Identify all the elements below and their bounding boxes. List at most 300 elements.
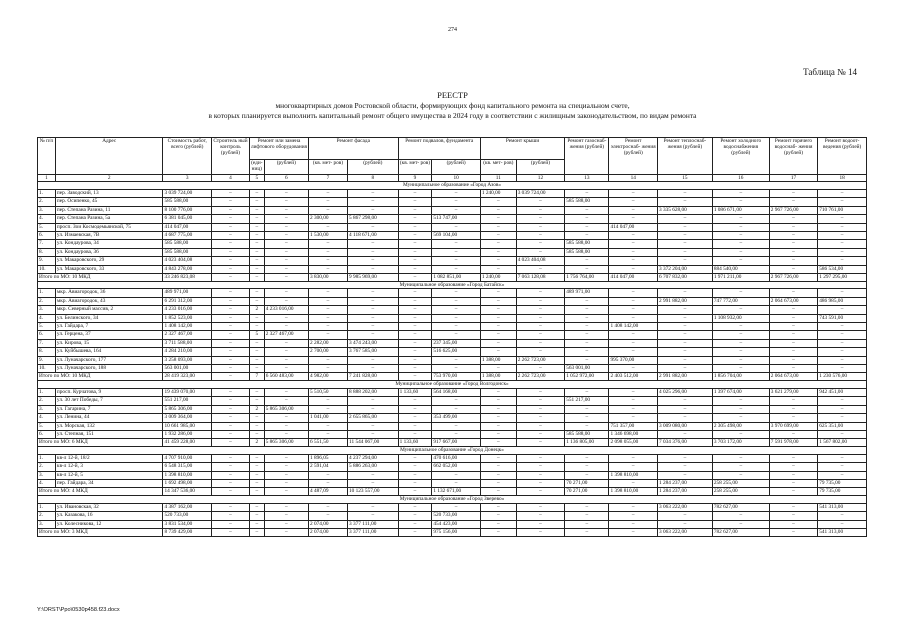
table-cell: – <box>609 397 658 405</box>
table-row <box>38 198 867 206</box>
table-cell: 1 530,00 <box>309 231 348 239</box>
table-cell: ул. Измаевская, 7В <box>55 231 163 239</box>
table-cell: – <box>264 480 308 488</box>
header-lift-rub: (рублей) <box>264 160 308 175</box>
table-cell: – <box>609 215 658 223</box>
table-cell: – <box>565 189 609 197</box>
table-cell: 4. <box>38 480 56 488</box>
table-cell: – <box>480 454 516 462</box>
table-cell: – <box>818 331 867 339</box>
table-cell: – <box>309 198 348 206</box>
total-cell: – <box>480 488 516 496</box>
total-label: Итого по МО: 6 МКД <box>38 439 163 447</box>
table-cell: – <box>211 480 249 488</box>
table-cell: – <box>249 504 264 512</box>
table-cell: 751 357,00 <box>609 422 658 430</box>
table-cell: кв-л 12-й, 5 <box>55 471 163 479</box>
table-cell: – <box>249 323 264 331</box>
table-cell: – <box>398 463 432 471</box>
table-cell: – <box>565 223 609 231</box>
table-cell: – <box>398 512 432 520</box>
table-cell: – <box>609 339 658 347</box>
header-roof-sqm: (кв. мет- ров) <box>480 160 516 175</box>
table-row <box>38 223 867 231</box>
total-row <box>38 529 867 537</box>
table-cell: 2. <box>38 297 56 305</box>
column-number-cell: 11 <box>480 175 516 182</box>
table-cell: – <box>565 348 609 356</box>
table-cell: – <box>249 198 264 206</box>
total-cell: – <box>398 373 432 381</box>
column-number-cell: 3 <box>163 175 212 182</box>
table-cell: – <box>609 348 658 356</box>
table-cell: – <box>565 206 609 214</box>
table-cell: – <box>480 388 516 396</box>
total-label: Итого по МО: 10 МКД <box>38 273 163 281</box>
table-cell: 747 772,00 <box>712 297 769 305</box>
table-cell: ул. Макаровского, 33 <box>55 265 163 273</box>
table-cell: – <box>565 414 609 422</box>
table-cell: – <box>249 356 264 364</box>
table-cell: 3 474 243,00 <box>348 339 399 347</box>
total-cell: 917 667,00 <box>432 439 481 447</box>
table-cell: – <box>818 248 867 256</box>
table-cell: – <box>211 520 249 528</box>
table-cell: – <box>818 339 867 347</box>
table-cell: пер. Заводский, 13 <box>55 189 163 197</box>
table-cell: – <box>516 463 565 471</box>
table-cell: – <box>769 306 818 314</box>
table-cell: – <box>211 257 249 265</box>
table-cell: – <box>480 215 516 223</box>
table-cell: – <box>264 314 308 322</box>
table-cell: – <box>516 480 565 488</box>
table-cell: – <box>657 215 712 223</box>
table-row <box>38 306 867 314</box>
table-cell: – <box>712 463 769 471</box>
total-cell: 1 388,00 <box>480 373 516 381</box>
table-cell: – <box>211 323 249 331</box>
table-cell: 1 133,60 <box>398 388 432 396</box>
table-cell: – <box>264 231 308 239</box>
total-cell: 79 735,00 <box>818 488 867 496</box>
table-cell: – <box>480 240 516 248</box>
table-cell: – <box>480 331 516 339</box>
table-cell: – <box>516 198 565 206</box>
total-cell: – <box>264 529 308 537</box>
table-cell: – <box>480 405 516 413</box>
table-cell: – <box>398 520 432 528</box>
table-cell: – <box>432 257 481 265</box>
table-cell: – <box>264 430 308 438</box>
table-cell: 1 240,00 <box>480 189 516 197</box>
table-cell: 8 888 202,00 <box>348 388 399 396</box>
total-cell: 2 262 723,00 <box>516 373 565 381</box>
table-cell: – <box>712 405 769 413</box>
table-cell: – <box>309 356 348 364</box>
table-row <box>38 471 867 479</box>
table-cell: – <box>712 356 769 364</box>
table-cell: – <box>309 248 348 256</box>
table-cell: 4. <box>38 314 56 322</box>
table-cell: – <box>657 520 712 528</box>
total-cell: 3 063 222,00 <box>657 529 712 537</box>
column-number-cell: 16 <box>712 175 769 182</box>
table-cell: – <box>398 339 432 347</box>
total-cell: – <box>249 273 264 281</box>
total-cell: – <box>516 439 565 447</box>
table-cell: – <box>712 231 769 239</box>
table-cell: – <box>609 480 658 488</box>
table-cell: – <box>818 223 867 231</box>
table-cell: 1. <box>38 504 56 512</box>
table-cell: – <box>769 471 818 479</box>
table-row <box>38 397 867 405</box>
total-row <box>38 373 867 381</box>
table-cell: – <box>398 471 432 479</box>
table-cell: ул. Ленина, 44 <box>55 414 163 422</box>
table-cell: – <box>398 405 432 413</box>
total-cell: 1 756 764,00 <box>565 273 609 281</box>
table-cell: ул. Луначарского, 188 <box>55 365 163 373</box>
table-cell: кв-л 12-й, 18/2 <box>55 454 163 462</box>
column-number-cell: 7 <box>309 175 348 182</box>
table-cell: 2. <box>38 397 56 405</box>
municipality-name: Муниципальное образование «Город Волгодонск» <box>38 381 867 389</box>
table-cell: – <box>480 422 516 430</box>
table-cell: – <box>818 198 867 206</box>
total-cell: 6 560 483,00 <box>264 373 308 381</box>
total-cell: – <box>211 488 249 496</box>
table-cell: – <box>264 414 308 422</box>
table-cell: – <box>348 206 399 214</box>
table-cell: 3. <box>38 520 56 528</box>
table-cell: – <box>480 289 516 297</box>
header-electric: Ремонт электроснаб- жения (рублей) <box>609 138 658 175</box>
table-cell: – <box>211 454 249 462</box>
table-cell: 414 047,00 <box>609 223 658 231</box>
table-cell: 1 086 671,00 <box>712 206 769 214</box>
section-header-row <box>38 182 867 190</box>
table-cell: 79 735,00 <box>818 480 867 488</box>
table-cell: – <box>432 223 481 231</box>
table-cell: – <box>565 405 609 413</box>
table-cell: – <box>211 189 249 197</box>
table-cell: – <box>657 454 712 462</box>
table-cell: – <box>249 223 264 231</box>
table-cell: 2 282,00 <box>309 339 348 347</box>
table-cell: – <box>348 430 399 438</box>
table-cell: – <box>565 520 609 528</box>
table-cell: – <box>818 365 867 373</box>
table-cell: 3 009 364,00 <box>163 414 212 422</box>
table-cell: – <box>432 206 481 214</box>
table-cell: 4 237 294,00 <box>348 454 399 462</box>
column-number-cell: 5 <box>249 175 264 182</box>
table-cell: – <box>712 430 769 438</box>
table-cell: – <box>211 512 249 520</box>
table-cell: – <box>769 512 818 520</box>
table-cell: – <box>309 240 348 248</box>
total-cell: – <box>398 529 432 537</box>
table-cell: 1 408 142,00 <box>609 323 658 331</box>
section-header-row <box>38 496 867 504</box>
table-cell: – <box>211 206 249 214</box>
table-cell: 7. <box>38 339 56 347</box>
table-cell: 454 423,00 <box>432 520 481 528</box>
table-row <box>38 257 867 265</box>
table-cell: 258 255,00 <box>712 480 769 488</box>
table-cell: – <box>348 306 399 314</box>
table-cell: 5 <box>249 331 264 339</box>
table-cell: – <box>657 314 712 322</box>
table-cell: пер. Гайдара, 34 <box>55 480 163 488</box>
table-row <box>38 480 867 488</box>
table-cell: – <box>480 339 516 347</box>
table-cell: – <box>398 248 432 256</box>
table-cell: – <box>516 520 565 528</box>
table-cell: пер. Степана Разина, 5а <box>55 215 163 223</box>
total-row <box>38 488 867 496</box>
table-row <box>38 348 867 356</box>
table-cell: 2 591,04 <box>309 463 348 471</box>
table-cell: – <box>348 471 399 479</box>
table-cell: мкр. Авиагородок, 36 <box>55 289 163 297</box>
table-cell: – <box>565 422 609 430</box>
table-cell: – <box>211 471 249 479</box>
table-cell: 1. <box>38 289 56 297</box>
total-cell: – <box>211 373 249 381</box>
municipality-name: Муниципальное образование «Город Батайск» <box>38 281 867 289</box>
table-cell: – <box>398 231 432 239</box>
table-cell: – <box>818 454 867 462</box>
table-cell: – <box>565 306 609 314</box>
table-cell: – <box>769 198 818 206</box>
table-cell: – <box>818 520 867 528</box>
table-cell: 743 591,00 <box>818 314 867 322</box>
header-lift-units: (еди- ниц) <box>249 160 264 175</box>
header-gas: Ремонт газоснаб- жения (рублей) <box>565 138 609 175</box>
total-cell: 414 047,00 <box>609 273 658 281</box>
table-cell: 1 346 698,00 <box>609 430 658 438</box>
table-cell: – <box>565 331 609 339</box>
total-cell: – <box>264 273 308 281</box>
table-cell: 489 971,00 <box>565 289 609 297</box>
table-cell: 3 009 080,00 <box>657 422 712 430</box>
table-cell: – <box>657 306 712 314</box>
table-cell: 3. <box>38 471 56 479</box>
table-cell: – <box>818 463 867 471</box>
table-cell: – <box>657 365 712 373</box>
table-cell: – <box>264 206 308 214</box>
table-cell: 2 967 726,00 <box>769 206 818 214</box>
table-cell: 4. <box>38 414 56 422</box>
table-cell: – <box>211 504 249 512</box>
table-cell: – <box>264 257 308 265</box>
registry-table <box>37 137 867 537</box>
table-cell: – <box>348 356 399 364</box>
table-row <box>38 388 867 396</box>
total-cell: 33 246 823,08 <box>163 273 212 281</box>
table-cell: – <box>348 504 399 512</box>
table-row <box>38 520 867 528</box>
table-cell: – <box>516 365 565 373</box>
total-cell: 9 985 969,00 <box>348 273 399 281</box>
table-cell: 2 700,00 <box>309 348 348 356</box>
table-cell: 585 588,00 <box>163 198 212 206</box>
table-cell: – <box>211 265 249 273</box>
section-header-row <box>38 447 867 455</box>
table-cell: ул. Кондаурова, 34 <box>55 240 163 248</box>
table-cell: – <box>249 314 264 322</box>
table-cell: – <box>398 265 432 273</box>
table-cell: – <box>398 215 432 223</box>
table-cell: – <box>609 198 658 206</box>
column-number-cell: 1 <box>38 175 56 182</box>
table-cell: ул. Кондаурова, 36 <box>55 248 163 256</box>
table-cell: – <box>565 512 609 520</box>
table-cell: – <box>516 314 565 322</box>
table-cell: – <box>211 198 249 206</box>
table-cell: – <box>769 397 818 405</box>
table-cell: – <box>264 504 308 512</box>
table-cell: 1. <box>38 454 56 462</box>
table-row <box>38 265 867 273</box>
table-cell: – <box>264 520 308 528</box>
column-number-cell: 18 <box>818 175 867 182</box>
table-cell: – <box>480 365 516 373</box>
table-cell: – <box>398 480 432 488</box>
table-cell: 9. <box>38 356 56 364</box>
table-cell: – <box>712 306 769 314</box>
table-cell: – <box>211 248 249 256</box>
table-cell: – <box>609 257 658 265</box>
table-cell: – <box>712 348 769 356</box>
table-cell: ул. Луначарского, 177 <box>55 356 163 364</box>
table-cell: 3. <box>38 405 56 413</box>
column-number-cell: 15 <box>657 175 712 182</box>
municipality-name: Муниципальное образование «Город Азов» <box>38 182 867 190</box>
table-cell: – <box>432 430 481 438</box>
file-path-footer: Y:\ORST\Ppo\0530p458.f23.docx <box>37 607 120 613</box>
table-cell: ул. Морская, 132 <box>55 422 163 430</box>
table-cell: – <box>565 356 609 364</box>
table-cell: – <box>432 289 481 297</box>
table-cell: – <box>712 414 769 422</box>
table-cell: – <box>769 414 818 422</box>
table-cell: – <box>249 257 264 265</box>
total-cell: – <box>516 529 565 537</box>
header-heat: Ремонт теплоснаб- жения (рублей) <box>657 138 712 175</box>
table-cell: – <box>769 257 818 265</box>
table-cell: 513 747,00 <box>432 215 481 223</box>
table-cell: – <box>516 231 565 239</box>
table-cell: 2 991 882,00 <box>657 297 712 305</box>
table-cell: – <box>211 388 249 396</box>
column-numbers-row <box>38 175 867 182</box>
table-cell: – <box>516 512 565 520</box>
table-cell: – <box>264 397 308 405</box>
table-cell: 19 439 070,00 <box>163 388 212 396</box>
table-cell: – <box>348 314 399 322</box>
header-basement-rub: (рублей) <box>432 160 481 175</box>
table-cell: – <box>264 463 308 471</box>
registry-table-body <box>38 175 867 537</box>
table-cell: – <box>565 314 609 322</box>
table-row <box>38 189 867 197</box>
total-cell: – <box>211 439 249 447</box>
table-cell: ул. Гайдара, 7 <box>55 323 163 331</box>
table-cell: – <box>480 231 516 239</box>
total-cell: 975 156,00 <box>432 529 481 537</box>
table-cell: – <box>712 257 769 265</box>
table-cell: – <box>769 520 818 528</box>
table-cell: – <box>211 289 249 297</box>
table-cell: пер. Осипенко, 45 <box>55 198 163 206</box>
table-cell: – <box>264 323 308 331</box>
table-cell: – <box>516 405 565 413</box>
total-cell: 2 <box>249 439 264 447</box>
table-cell: 4 233 016,00 <box>264 306 308 314</box>
table-cell: – <box>480 430 516 438</box>
table-cell: – <box>657 240 712 248</box>
table-cell: – <box>657 471 712 479</box>
table-cell: 486 985,00 <box>818 297 867 305</box>
table-cell: – <box>211 405 249 413</box>
table-cell: – <box>769 454 818 462</box>
table-cell: – <box>565 215 609 223</box>
table-cell: – <box>348 223 399 231</box>
registry-table-wrapper <box>37 137 867 537</box>
table-cell: – <box>712 198 769 206</box>
table-cell: – <box>309 471 348 479</box>
table-cell: 995 370,00 <box>609 356 658 364</box>
total-cell: 1 567 802,00 <box>818 439 867 447</box>
table-cell: 3 711 588,00 <box>163 339 212 347</box>
table-cell: – <box>565 257 609 265</box>
table-cell: – <box>818 289 867 297</box>
total-cell: 2 403 512,00 <box>609 373 658 381</box>
total-cell: 1 398 810,00 <box>609 488 658 496</box>
total-cell: 3 377 111,00 <box>348 529 399 537</box>
table-cell: – <box>516 248 565 256</box>
table-cell: – <box>211 297 249 305</box>
total-cell: 1 230 576,00 <box>818 373 867 381</box>
table-cell: – <box>818 430 867 438</box>
table-cell: 2 655 865,00 <box>348 414 399 422</box>
table-cell: – <box>609 520 658 528</box>
table-row <box>38 422 867 430</box>
table-row <box>38 331 867 339</box>
table-cell: – <box>249 215 264 223</box>
total-cell: 7 591 978,00 <box>769 439 818 447</box>
table-cell: – <box>769 504 818 512</box>
total-cell: 70 271,00 <box>565 488 609 496</box>
total-cell: 11 544 067,00 <box>348 439 399 447</box>
total-row <box>38 439 867 447</box>
table-cell: 1 692 498,00 <box>163 480 212 488</box>
table-cell: – <box>657 289 712 297</box>
table-cell: – <box>657 405 712 413</box>
table-cell: – <box>249 248 264 256</box>
table-cell: – <box>432 480 481 488</box>
table-row <box>38 463 867 471</box>
header-lift: Ремонт или замена лифтового оборудования <box>249 138 308 160</box>
table-cell: 489 971,00 <box>163 289 212 297</box>
table-cell: 6. <box>38 231 56 239</box>
table-cell: – <box>264 422 308 430</box>
total-row <box>38 273 867 281</box>
